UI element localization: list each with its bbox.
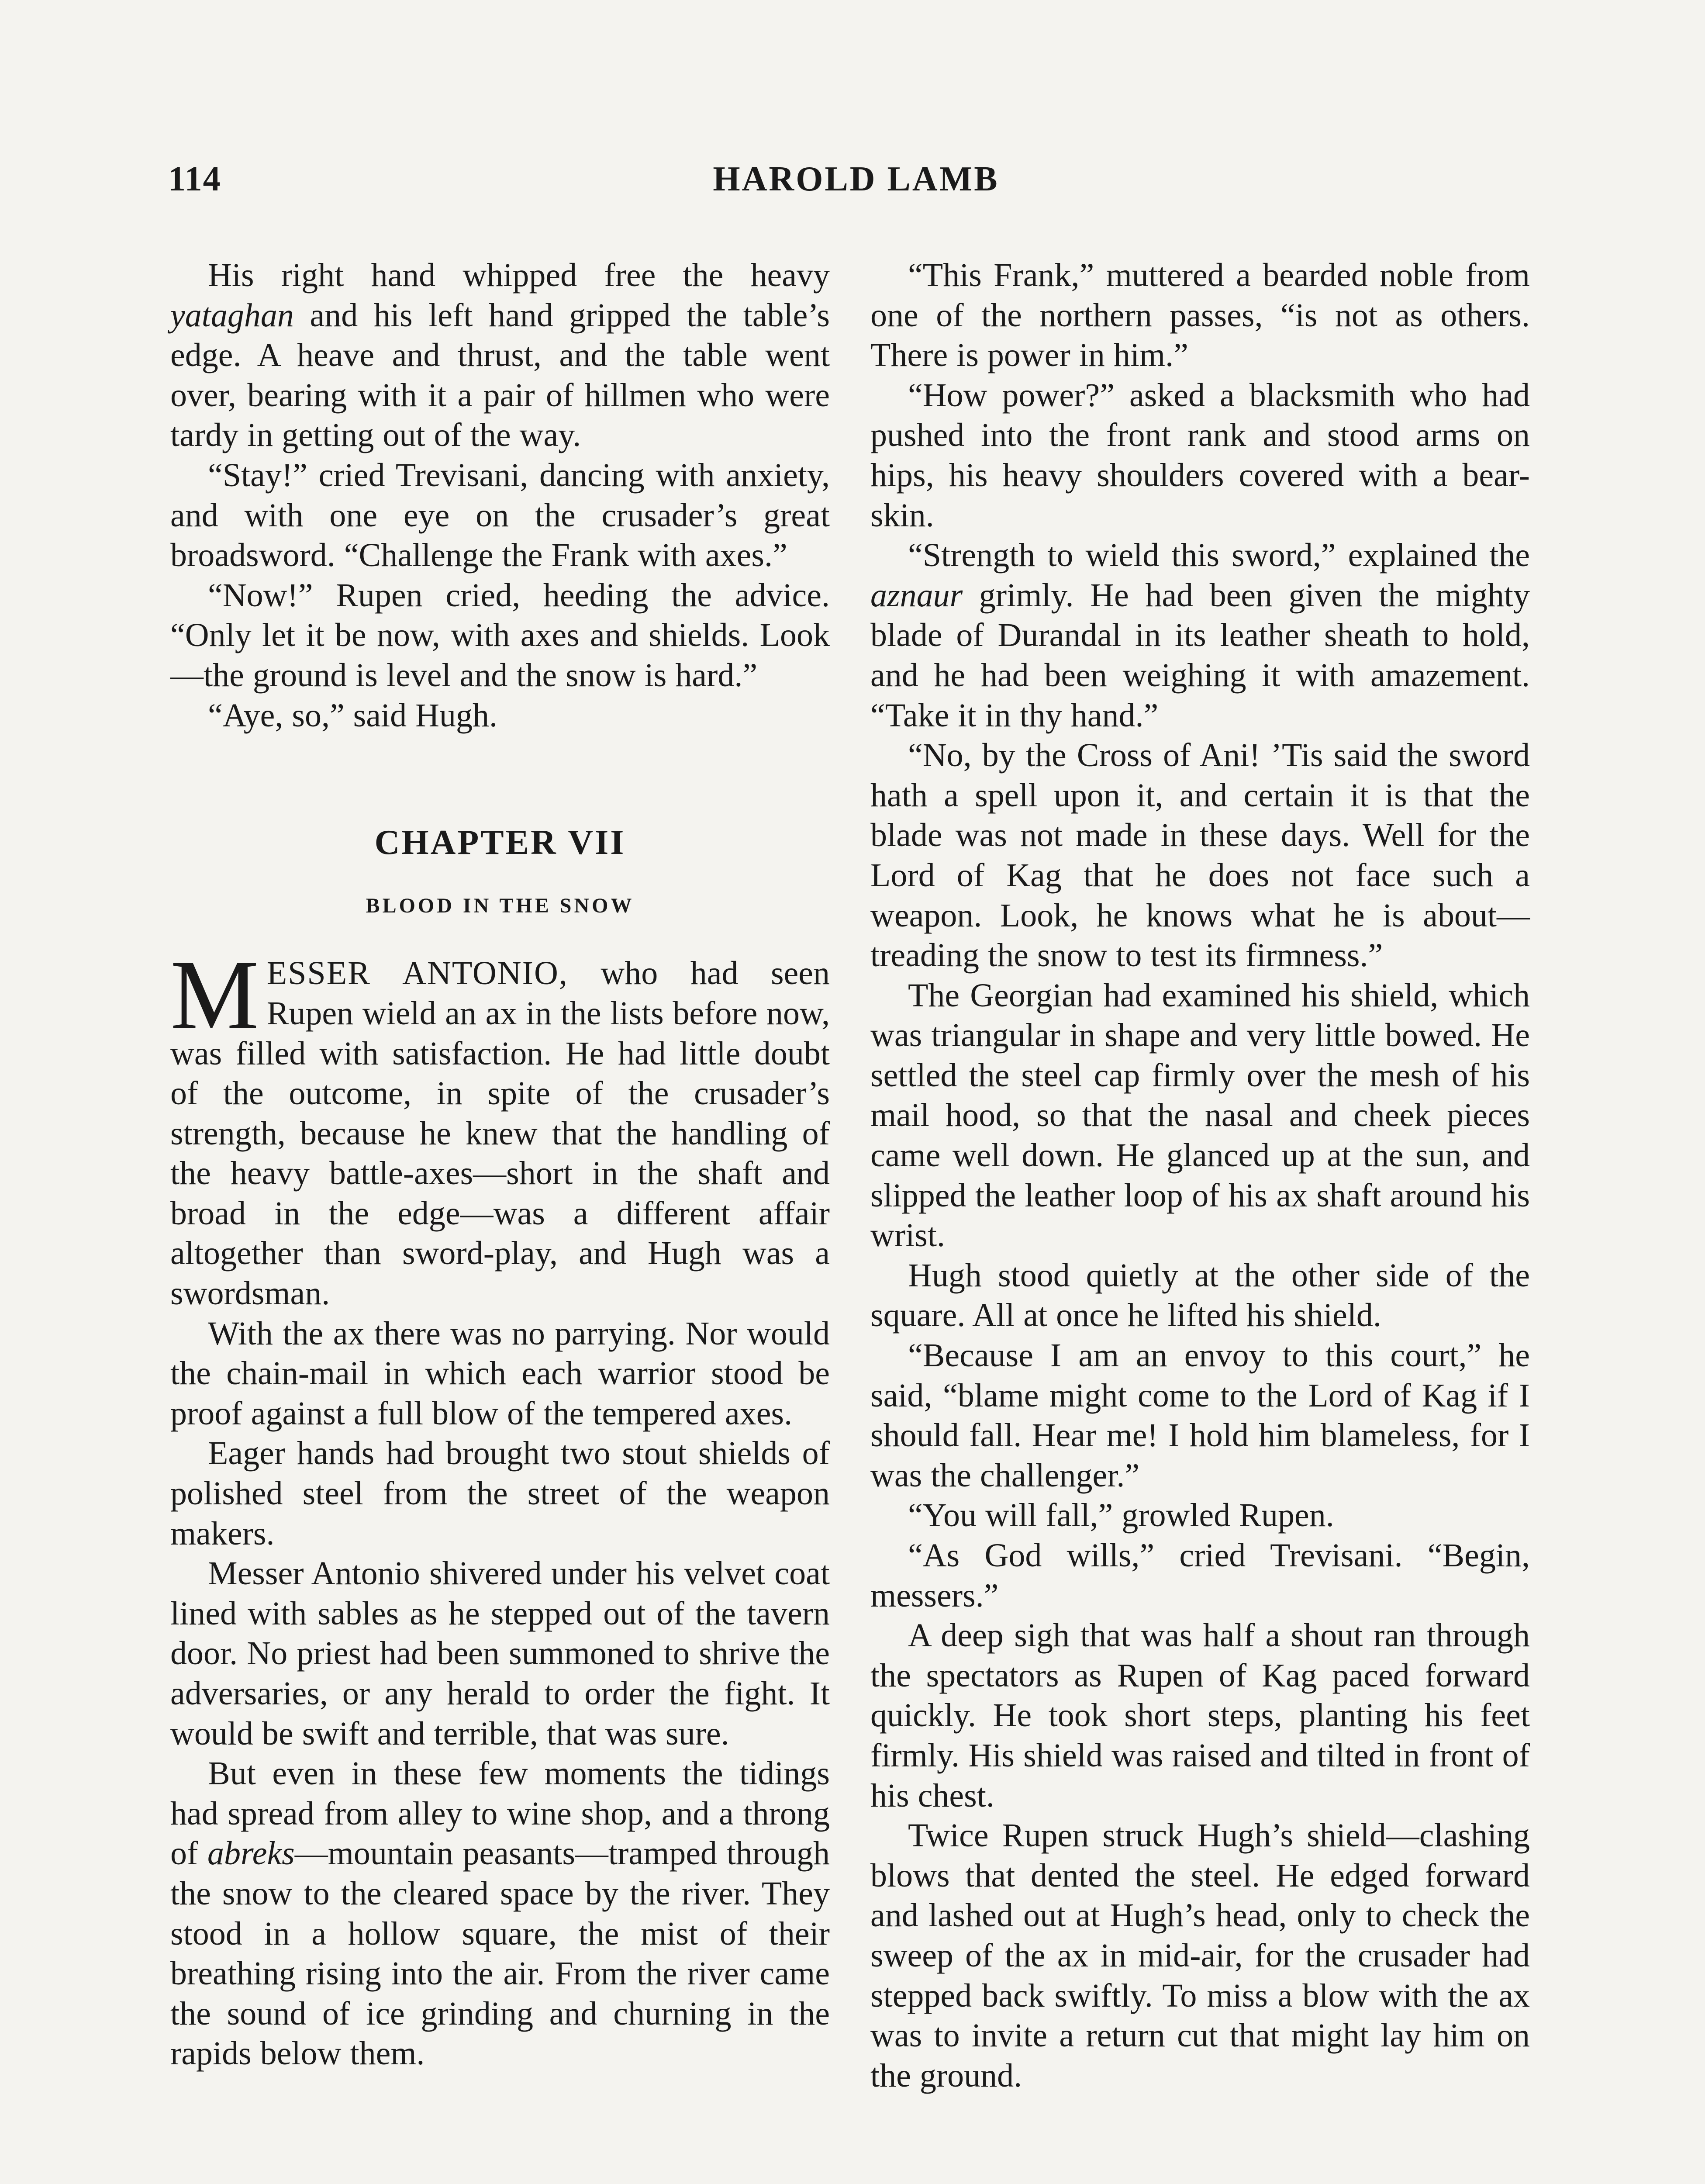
text-run: His right hand whipped free the heavy	[208, 257, 830, 294]
text-run: and his left hand gripped the table’s edge. A heave and thrust, and the table went over, bearing with it a pair of hillmen who were tardy in getting out of the way.	[170, 297, 830, 454]
paragraph: Eager hands had brought two stout shields of polished steel from the street of the weapon makers.	[170, 1435, 830, 1552]
opening-words: ESSER ANTONIO,	[266, 955, 568, 992]
right-column	[870, 256, 1530, 2096]
paragraph: The Georgian had examined his shield, which was triangular in shape and very little bowed. He settled the steel cap firmly over the mesh of his mail hood, so that the nasal and cheek pieces came well down. He glanced up at the sun, and slipped the leather loop of his ax shaft around his wrist.	[870, 977, 1530, 1254]
paragraph: “Aye, so,” said Hugh.	[208, 697, 497, 734]
paragraph: “Stay!” cried Trevisani, dancing with anxiety, and with one eye on the crusader’s great broadsword. “Challenge the Frank with axes.”	[170, 456, 830, 574]
chapter-title: CHAPTER VII	[374, 823, 626, 862]
running-title: HAROLD LAMB	[713, 160, 999, 198]
drop-cap: M	[170, 940, 259, 1051]
italic-word: yataghan	[170, 297, 294, 334]
page-number: 114	[168, 160, 221, 198]
text-run: who had seen Rupen wield an ax in the lists before now, was filled with satisfaction. He had little doubt of the outcome, in spite of the crusader’s strength, because he knew that the handling of the heavy battle-axes—short in the shaft and broad in the edge—was a different affair altogether than sword-play, and Hugh was a swordsman.	[170, 955, 830, 1312]
chapter-subtitle: BLOOD IN THE SNOW	[366, 894, 635, 917]
paragraph-abreks	[170, 1754, 830, 2074]
paragraph: “As God wills,” cried Trevisani. “Begin, messers.”	[870, 1537, 1530, 1614]
paragraph: “No, by the Cross of Ani! ’Tis said the sword hath a spell upon it, and certain it is that the blade was not made in these days. Well for the Lord of Kag that he does not face such a weapon. Look, he knows what he is about—treading the snow to test its firmness.”	[870, 737, 1530, 974]
page-header	[168, 159, 1544, 207]
text-run: grimly. He had been given the mighty blade of Durandal in its leather sheath to hold, and he had been weighing it with amazement. “Take it in thy hand.”	[870, 577, 1530, 734]
text-run: But even in these few moments the tidings had spread from alley to wine shop, and a throng of	[170, 1755, 830, 1872]
paragraph: Twice Rupen struck Hugh’s shield—clashing blows that dented the steel. He edged forward and lashed out at Hugh’s head, only to check the sweep of the ax in mid-air, for the crusader had stepped back swiftly. To miss a blow with the ax was to invite a return cut that might lay him on the ground.	[870, 1817, 1530, 2094]
italic-word: aznaur	[870, 577, 963, 614]
paragraph: “Now!” Rupen cried, heeding the advice. “Only let it be now, with axes and shields. Look—the ground is level and the snow is hard.”	[170, 577, 830, 694]
paragraph: Messer Antonio shivered under his velvet coat lined with sables as he stepped out of the tavern door. No priest had been summoned to shrive the adversaries, or any herald to order the fight. It would be swift and terrible, that was sure.	[170, 1555, 830, 1752]
left-column	[170, 256, 830, 2074]
paragraph: With the ax there was no parrying. Nor would the chain-mail in which each warrior stood be proof against a full blow of the tempered axes.	[170, 1315, 830, 1432]
italic-word: abreks	[207, 1835, 295, 1872]
paragraph: Hugh stood quietly at the other side of the square. All at once he lifted his shield.	[870, 1257, 1530, 1334]
paragraph-yataghan	[170, 256, 830, 456]
paragraph: A deep sigh that was half a shout ran through the spectators as Rupen of Kag paced forward quickly. He took short steps, planting his feet firmly. His shield was raised and tilted in front of his chest.	[870, 1617, 1530, 1814]
opening-paragraph	[170, 940, 830, 1313]
paragraph: “Because I am an envoy to this court,” he said, “blame might come to the Lord of Kag if I should fall. Hear me! I hold him blameless, for I was the challenger.”	[870, 1337, 1530, 1494]
paragraph: “How power?” asked a blacksmith who had pushed into the front rank and stood arms on hips, his heavy shoulders covered with a bear-skin.	[870, 377, 1530, 534]
text-run: —mountain peasants—tramped through the snow to the cleared space by the river. They stood in a hollow square, the mist of their breathing rising into the air. From the river came the sound of ice grinding and churning in the rapids below them.	[170, 1835, 830, 2072]
text-run: “Strength to wield this sword,” explained the	[908, 537, 1530, 574]
paragraph-aznaur	[870, 536, 1530, 736]
paragraph: “You will fall,” growled Rupen.	[908, 1497, 1334, 1534]
paragraph: “This Frank,” muttered a bearded noble from one of the northern passes, “is not as others. There is power in him.”	[870, 257, 1530, 374]
